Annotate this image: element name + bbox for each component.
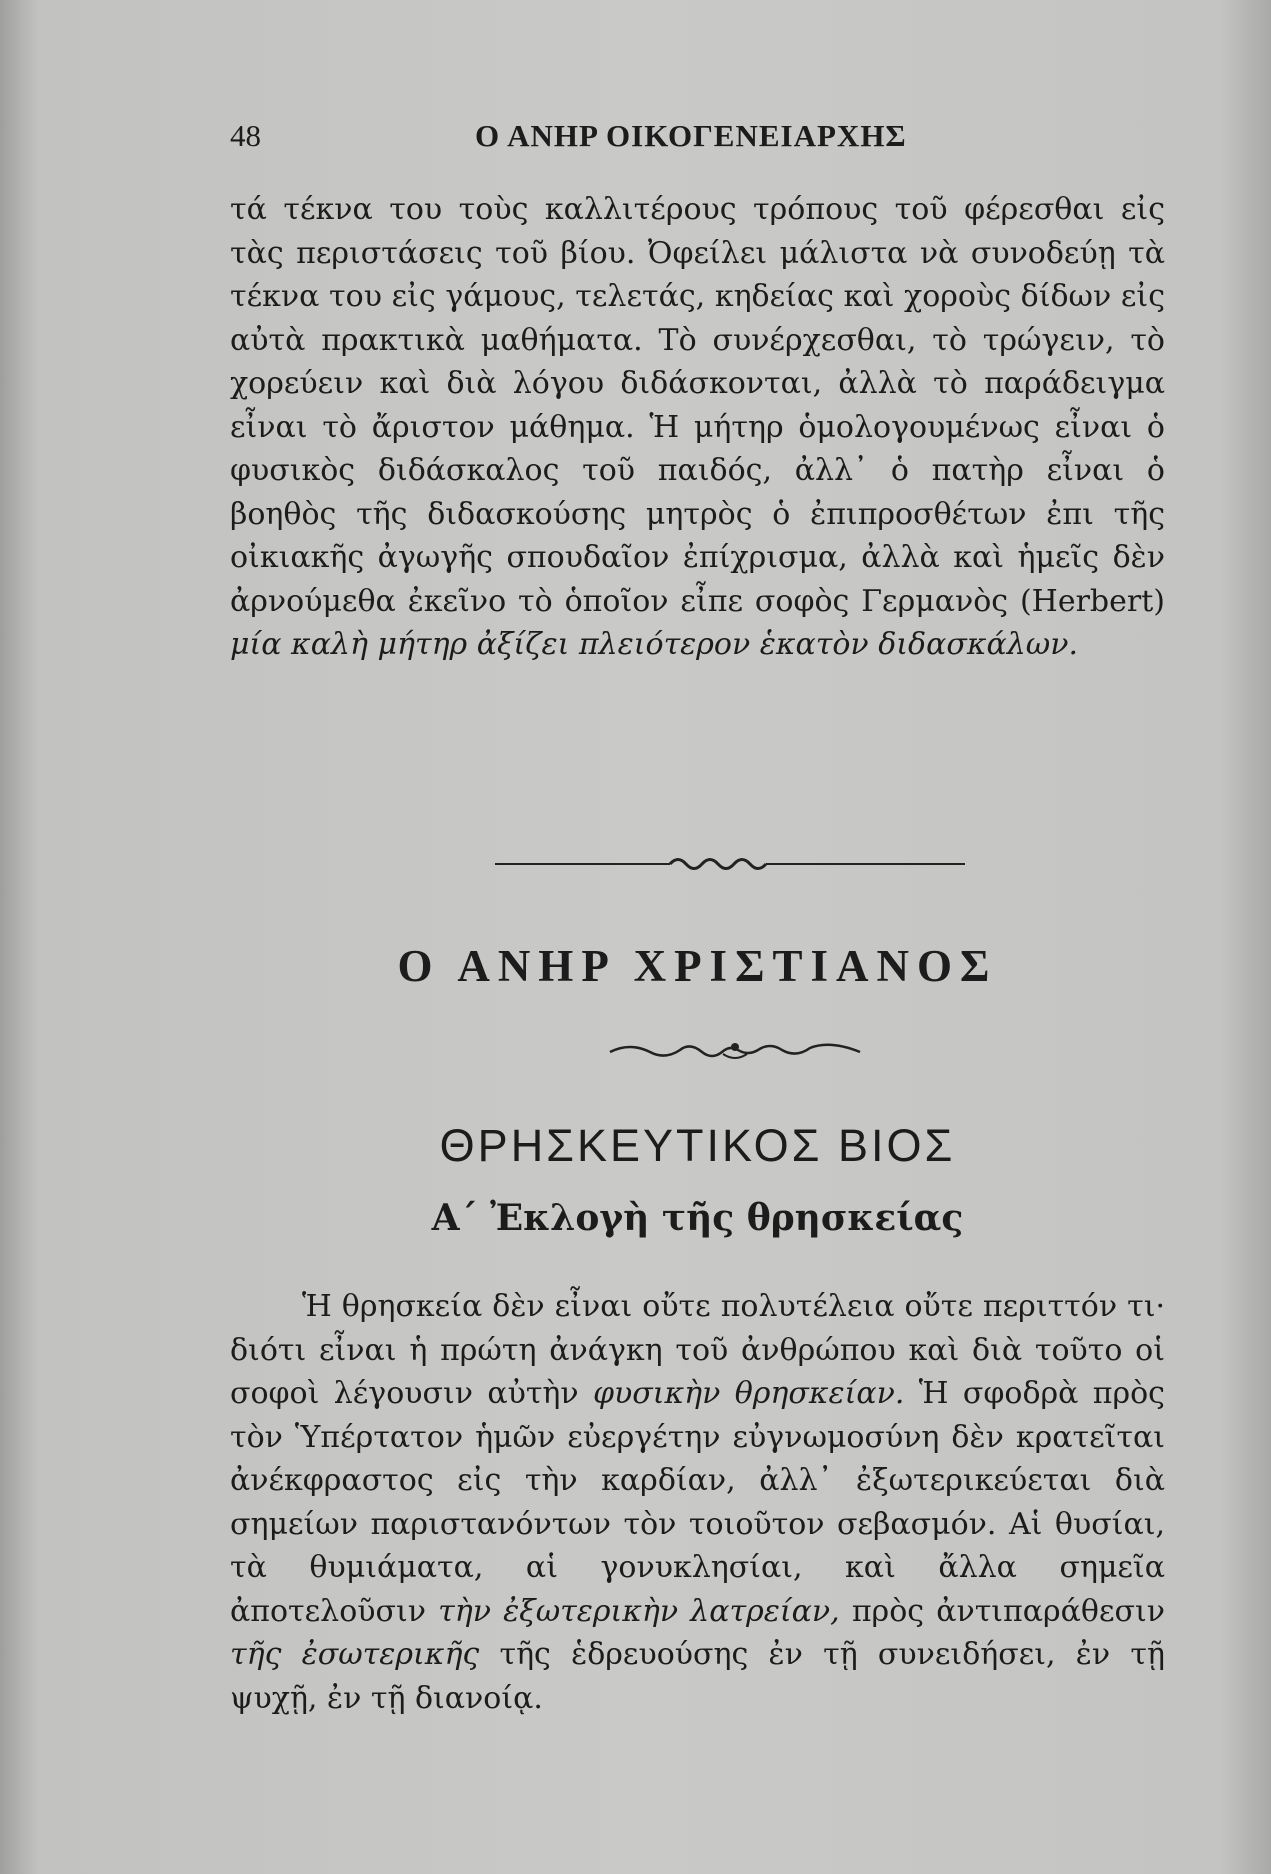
page-header (230, 118, 1165, 168)
running-head: Ο ΑΝΗΡ ΟΙΚΟΓΕΝΕΙΑΡΧΗΣ (475, 118, 907, 153)
chapter-title: Ο ΑΝΗΡ ΧΡΙΣΤΙΑΝΟΣ (397, 941, 998, 991)
paragraph-text-part4: τῆς ἑδρευούσης ἐν τῇ συνειδήσει, ἐν τῇ ψυχῇ, ἐν τῇ διανοίᾳ. (230, 1637, 1165, 1716)
paragraph-text: τά τέκνα του τοὺς καλλιτέρους τρόπους τοῦ φέρεσθαι εἰς τὰς περιστάσεις τοῦ βίου. Ὀφείλει μάλιστα νὰ συνοδεύῃ τὰ τέκνα του εἰς γάμους, τελετάς, κηδείας καὶ χοροὺς δίδων εἰς αὐτὰ πρακτικὰ μαθήματα. Τὸ συνέρχεσθαι, τὸ τρώγειν, τὸ χορεύειν καὶ διὰ λόγου διδάσκονται, ἀλλὰ τὸ παράδειγμα εἶναι τὸ ἄριστον μάθημα. Ἡ μήτηρ ὁμολογουμένως εἶναι ὁ φυσικὸς διδάσκαλος τοῦ παιδός, ἀλλ᾽ ὁ πατὴρ εἶναι ὁ βοηθὸς τῆς διδασκούσης μητρὸς ὁ ἐπιπροσθέτων ἐπι τῆς οἰκιακῆς ἀγωγῆς σπουδαῖον ἐπίχρισμα, ἀλλὰ καὶ ἡμεῖς δὲν ἀρνούμεθα ἐκεῖνο τὸ ὁποῖον εἶπε σοφὸς Γερμανὸς (Herbert) (230, 192, 1165, 619)
subsection-title: Α΄ Ἐκλογὴ τῆς θρησκείας (431, 1197, 964, 1239)
paragraph-religion (230, 1285, 1165, 1720)
paragraph-family-teaching (230, 188, 1165, 667)
italic-phrase-internal: τῆς ἐσωτερικῆς (230, 1637, 480, 1672)
paragraph-text-part2: Ἡ σφοδρὰ πρὸς τὸν Ὑπέρτατον ἡμῶν εὐεργέτην εὐγνωμοσύνη δὲν κρατεῖται ἀνέκφραστος εἰς τὴν καρδίαν, ἀλλ᾽ ἐξωτερικεύεται διὰ σημείων παριστανόντων τὸν τοιοῦτον σεβασμόν. Αἱ θυσίαι, τὰ θυμιάματα, αἱ γονυκλησίαι, καὶ ἄλλα σημεῖα ἀποτελοῦσιν (230, 1376, 1165, 1629)
italic-quote: μία καλὴ μήτηρ ἀξίζει πλειότερον ἑκατὸν διδασκάλων. (230, 627, 1079, 662)
section-title: ΘΡΗΣΚΕΥΤΙΚΟΣ ΒΙΟΣ (439, 1120, 956, 1171)
ornament-divider (605, 1038, 865, 1064)
italic-phrase-external-worship: τὴν ἐξωτερικὴν λατρείαν, (438, 1593, 840, 1629)
page-number: 48 (230, 118, 261, 153)
paragraph-text-part3: πρὸς ἀντιπαράθεσιν (851, 1593, 1166, 1629)
italic-phrase-natural-religion: φυσικὴν θρησκείαν. (593, 1376, 905, 1411)
wavy-divider (495, 852, 965, 876)
paragraph-text-part1: Ἡ θρησκεία δὲν εἶναι οὔτε πολυτέλεια οὔτε περιττόν τι· διότι εἶναι ἡ πρώτη ἀνάγκη τοῦ ἀνθρώπου καὶ διὰ τοῦτο οἱ σοφοὶ λέγουσιν αὐτὴν (230, 1289, 1165, 1411)
